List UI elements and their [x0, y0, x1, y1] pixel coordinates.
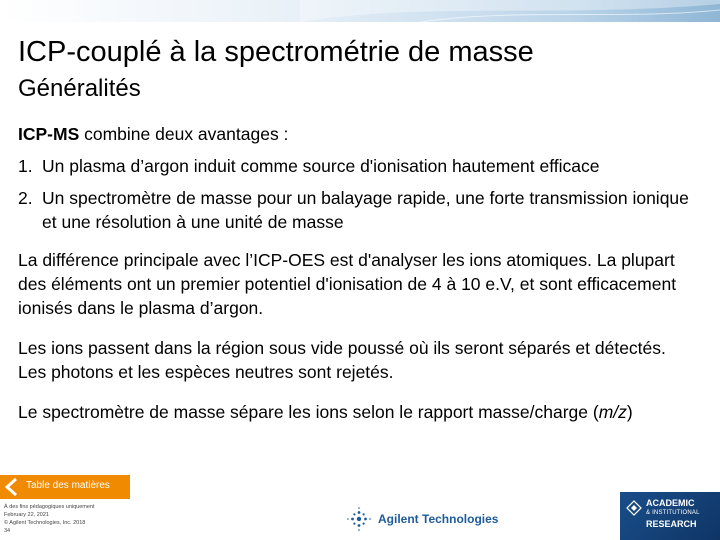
- agilent-spark-icon: [346, 506, 372, 532]
- footer-disclaimer: À des fins pédagogiques uniquement: [4, 504, 95, 510]
- slide-subtitle: Généralités: [18, 75, 141, 102]
- table-of-contents-button[interactable]: [0, 475, 130, 499]
- intro-bold-term: ICP-MS: [18, 124, 80, 144]
- badge-line-research: RESEARCH: [646, 519, 697, 529]
- badge-line-institutional: & INSTITUTIONAL: [646, 510, 700, 516]
- list-item-number: 2.: [18, 188, 33, 208]
- paragraph-mass-separation: [18, 400, 698, 424]
- list-item-text: Un spectromètre de masse pour un balayage rapide, une forte transmission ionique et une résolution à une unité de masse: [42, 188, 689, 232]
- intro-line: [18, 122, 698, 146]
- footer-date: February 22, 2021: [4, 512, 49, 518]
- list-item-number: 1.: [18, 156, 33, 176]
- footer-copyright: © Agilent Technologies, Inc. 2018: [4, 520, 86, 526]
- footer-notes: [4, 503, 95, 535]
- intro-text: combine deux avantages :: [79, 124, 289, 144]
- paragraph-mass-separation-text: Le spectromètre de masse sépare les ions selon le rapport masse/charge (: [18, 402, 599, 422]
- paragraph-icp-oes-difference: La différence principale avec l’ICP-OES est d'analyser les ions atomiques. La plupart des éléments ont un premier potentiel d'ionisation de 4 à 10 e.V, et sont efficacement ionisés dans le plasma d’argon.: [18, 250, 677, 318]
- slide-title: ICP-couplé à la spectrométrie de masse: [18, 36, 534, 68]
- academic-badge-icon: [626, 500, 642, 516]
- table-of-contents-label: Table des matières: [26, 480, 110, 491]
- paragraph-vacuum-region: Les ions passent dans la région sous vide poussé où ils seront séparés et détectés. Les photons et les espèces neutres sont rejetés.: [18, 338, 666, 382]
- footer-page-number: 34: [4, 528, 11, 534]
- chevron-left-icon: [2, 477, 22, 497]
- list-item-text: Un plasma d’argon induit comme source d'ionisation hautement efficace: [42, 156, 600, 176]
- list-item: [18, 154, 698, 178]
- slide-body: [18, 122, 698, 424]
- advantages-list: [18, 154, 698, 234]
- list-item: [18, 186, 698, 234]
- badge-line-academic: ACADEMIC: [646, 498, 695, 508]
- top-banner: [0, 0, 720, 22]
- banner-wave-decoration: [0, 0, 720, 22]
- academic-research-badge: [620, 492, 720, 540]
- paragraph-closing-paren: ): [626, 402, 633, 422]
- agilent-company-name: Agilent Technologies: [378, 512, 499, 526]
- mz-term: m/z: [598, 402, 627, 422]
